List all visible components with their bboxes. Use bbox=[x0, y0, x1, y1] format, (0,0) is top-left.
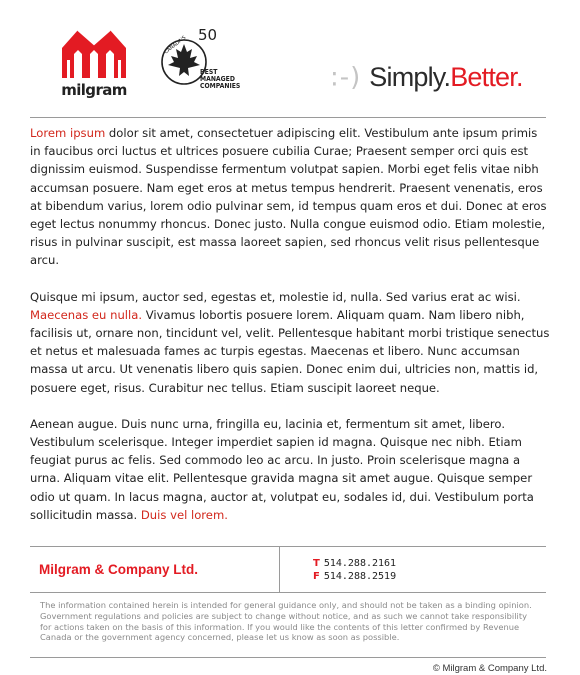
award-arc-text: CANADA'S bbox=[163, 34, 188, 56]
footer-divider bbox=[30, 657, 546, 658]
best-managed-companies-logo bbox=[160, 24, 250, 104]
closing-highlight: Duis vel lorem. bbox=[140, 507, 228, 522]
telephone-label: T bbox=[313, 558, 320, 569]
telephone-number: 514.288.2161 bbox=[323, 558, 397, 569]
header-divider bbox=[30, 117, 546, 118]
slogan bbox=[330, 62, 523, 98]
award-line-2: MANAGED bbox=[200, 75, 235, 83]
award-line-3: COMPANIES bbox=[200, 82, 241, 90]
paragraph-2-start: Quisque mi ipsum, auctor sed, egestas et, molestie id, nulla. Sed varius erat ac wisi. bbox=[30, 289, 521, 304]
award-years: 50 bbox=[198, 26, 218, 44]
copyright: © Milgram & Company Ltd. bbox=[432, 663, 547, 674]
fax-label: F bbox=[313, 571, 320, 582]
letter-body bbox=[30, 124, 550, 542]
slogan-simply: Simply. bbox=[369, 62, 451, 92]
lead-text: Lorem ipsum bbox=[30, 126, 106, 140]
milgram-logo bbox=[58, 26, 130, 100]
phone-numbers bbox=[313, 557, 396, 583]
paragraph-3-text: Aenean augue. Duis nunc urna, fringilla eu, lacinia et, fermentum sit amet, libero. Vestibulum scelerisque. Integer imperdiet sapien id magna. Quisque nec nibh. Etiam feugiat purus ac felis. Sed commodo leo ac arcu. In justo. Proin scelerisque magna a urna. Aliquam vitae elit. Pellentesque gravida magna sit amet augue. Quisque semper odio ut quam. In lacus magna, auctor at, volutpat eu, sodales id, dui. Vestibulum porta sollicitudin massa. bbox=[30, 416, 534, 522]
smiley-icon: :-) bbox=[330, 62, 362, 93]
highlight-text: Maecenas eu nulla. bbox=[30, 307, 143, 322]
milgram-m-icon bbox=[58, 26, 130, 80]
paragraph-2-text: Vivamus lobortis posuere lorem. Aliquam quam. Nam libero nibh, facilisis ut, ornare non, tincidunt vel, velit. Pellentesque habitant morbi tristique senectus et netus et malesuada fames ac turpis egestas. Maecenas et libero. Nunc accumsan massa ut arcu. Ut venenatis libero quis sapien. Donec enim dui, ultricies non, mattis id, posuere eget, risus. Curabitur nec tellus. Etiam suscipit laoreet neque. bbox=[30, 307, 550, 395]
award-line-1: BEST bbox=[200, 68, 218, 76]
paragraph-2 bbox=[30, 288, 550, 397]
paragraph-1 bbox=[30, 124, 550, 270]
brand-wordmark: milgram bbox=[61, 81, 127, 99]
slogan-better: Better. bbox=[450, 62, 523, 92]
fax-number: 514.288.2519 bbox=[323, 571, 397, 582]
contact-divider bbox=[279, 546, 280, 592]
disclaimer: The information contained herein is intended for general guidance only, and should not be taken as a binding opinion. Government regulations and policies are subject to change without notice, and as such we cannot take responsibility for actions taken on the basis of this information. If you would like the contents of this letter confirmed by Revenue Canada or the government agency concerned, please let us know as soon as possible. bbox=[40, 600, 532, 643]
paragraph-3 bbox=[30, 415, 550, 524]
letter-header bbox=[0, 0, 580, 115]
contact-bottom-divider bbox=[30, 592, 546, 593]
paragraph-1-text: dolor sit amet, consectetuer adipiscing elit. Vestibulum ante ipsum primis in faucibus orci luctus et ultrices posuere cubilia Curae; Praesent semper orci quis est dignissim euismod. Suspendisse fermentum volutpat sapien. Morbi eget felis vitae nibh accumsan posuere. Nam eget eros at metus tempus hendrerit. Praesent venenatis, eros at bibendum varius, lorem odio pulvinar sem, id tempus quam eros et dui. Donec at eros eget lectus nonummy rhoncus. Donec justo. Nulla congue euismod odio. Etiam molestie, risus in pulvinar suscipit, est massa laoreet sapien, sed rhoncus velit risus pellentesque arcu. bbox=[30, 126, 547, 268]
company-name: Milgram & Company Ltd. bbox=[39, 562, 199, 577]
contact-block bbox=[30, 546, 546, 592]
